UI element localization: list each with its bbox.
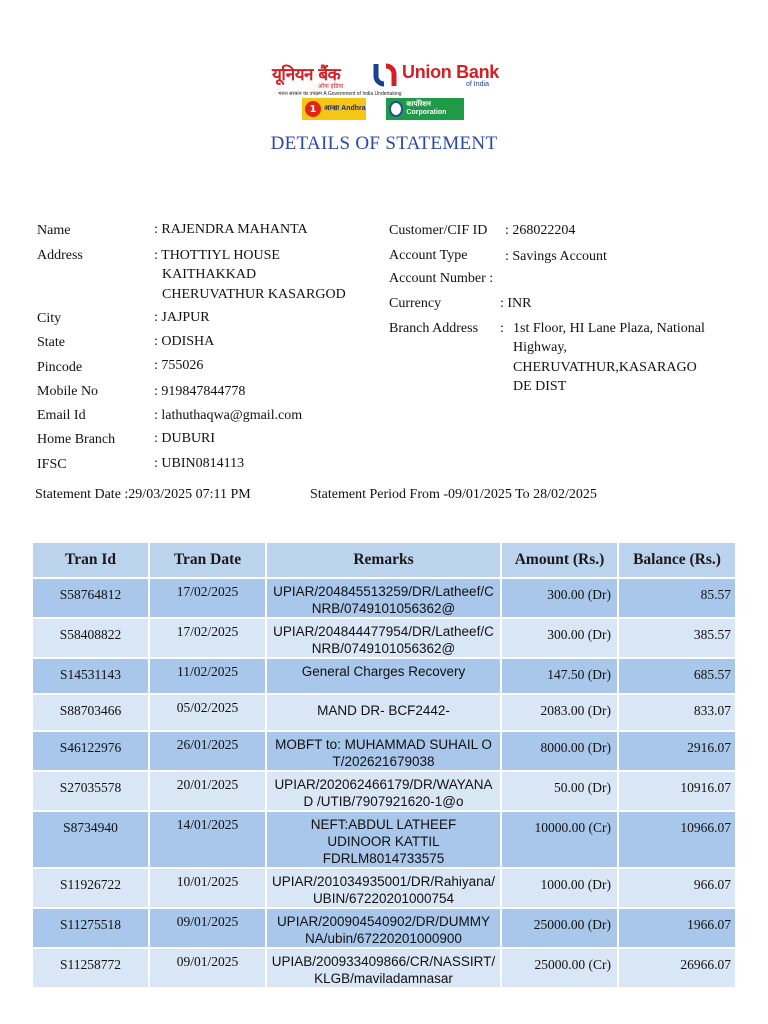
account-type-value: : Savings Account [505,249,607,264]
statement-date: Statement Date :29/03/2025 07:11 PM [35,487,251,502]
tran-remarks: UPIAR/204844477954/DR/Latheef/CNRB/0749101056362@ [266,618,501,658]
tran-remarks: UPIAR/204845513259/DR/Latheef/CNRB/0749101056362@ [266,578,501,618]
table-row [33,908,736,948]
email-label: Email Id [37,408,86,423]
tran-amount: 25000.00 (Cr) [501,948,618,988]
tran-remarks: UPIAR/202062466179/DR/WAYANAD /UTIB/7907921620-1@o [266,771,501,811]
tran-amount: 2083.00 (Dr) [501,694,618,731]
branch-address-line-2: Highway, [513,340,567,355]
tran-balance: 385.57 [618,618,736,658]
state-label: State [37,335,65,350]
tran-id: S58408822 [33,618,149,658]
transactions-table [33,543,737,989]
address-line-2: KAITHAKKAD [162,267,257,282]
name-label: Name [37,223,71,238]
tran-amount: 1000.00 (Dr) [501,868,618,908]
tran-remarks: UPIAR/201034935001/DR/Rahiyana/UBIN/67220201000754 [266,868,501,908]
corporation-logo-text: कार्पोरेशन Corporation [406,101,447,116]
tran-id: S27035578 [33,771,149,811]
address-label: Address [37,248,83,263]
table-row [33,948,736,988]
tran-balance: 833.07 [618,694,736,731]
bank-name: Union Bank [402,62,500,82]
tran-date: 05/02/2025 [149,694,266,731]
bank-logo [270,58,510,128]
tran-date: 17/02/2025 [149,618,266,658]
col-header-tran-id: Tran Id [33,543,149,578]
address-line-1: : THOTTIYL HOUSE [154,248,280,263]
tran-remarks: MOBFT to: MUHAMMAD SUHAIL O T/202621679038 [266,731,501,771]
table-row [33,811,736,868]
tran-balance: 685.57 [618,658,736,694]
tran-balance: 2916.07 [618,731,736,771]
tran-id: S46122976 [33,731,149,771]
andhra-logo-text: आन्ध्रा Andhra [324,105,366,112]
email-value: : lathuthaqwa@gmail.com [154,408,303,423]
branch-address-line-4: DE DIST [513,379,567,394]
tran-remarks: General Charges Recovery [266,658,501,694]
name-value: : RAJENDRA MAHANTA [154,222,308,237]
tran-balance: 26966.07 [618,948,736,988]
tran-amount: 300.00 (Dr) [501,618,618,658]
city-value: : JAJPUR [154,310,210,325]
page-title: DETAILS OF STATEMENT [270,133,498,154]
table-row [33,731,736,771]
tran-id: S8734940 [33,811,149,868]
tran-balance: 10916.07 [618,771,736,811]
statement-period: Statement Period From -09/01/2025 To 28/02/2025 [310,487,597,502]
bank-tagline: भारत सरकार का उपक्रम A Government of India Undertaking [278,91,402,97]
cif-label: Customer/CIF ID [389,223,488,238]
col-header-balance: Balance (Rs.) [618,543,736,578]
tran-remarks: MAND DR- BCF2442- [266,694,501,731]
tran-date: 10/01/2025 [149,868,266,908]
table-header-row [33,543,736,578]
tran-id: S14531143 [33,658,149,694]
account-type-label: Account Type [389,248,468,263]
tran-amount: 10000.00 (Cr) [501,811,618,868]
tran-amount: 147.50 (Dr) [501,658,618,694]
home-branch-label: Home Branch [37,432,116,447]
col-header-remarks: Remarks [266,543,501,578]
tran-date: 09/01/2025 [149,948,266,988]
tran-amount: 8000.00 (Dr) [501,731,618,771]
pincode-label: Pincode [37,360,83,375]
mobile-label: Mobile No [37,384,99,399]
tran-id: S58764812 [33,578,149,618]
bank-name-hindi: यूनियन बैंक [272,65,341,85]
mobile-value: : 919847844778 [154,384,246,399]
andhra-bank-logo [302,98,366,120]
pincode-value: : 755026 [154,358,204,373]
tran-remarks: UPIAR/200904540902/DR/DUMMY NA/ubin/67220201000900 [266,908,501,948]
union-bank-emblem-icon [370,61,400,89]
table-row [33,658,736,694]
tran-date: 09/01/2025 [149,908,266,948]
tran-balance: 85.57 [618,578,736,618]
tran-date: 17/02/2025 [149,578,266,618]
col-header-amount: Amount (Rs.) [501,543,618,578]
tran-amount: 25000.00 (Dr) [501,908,618,948]
tran-id: S11275518 [33,908,149,948]
branch-address-label: Branch Address [389,321,479,336]
cif-value: : 268022204 [505,223,576,238]
tran-id: S11926722 [33,868,149,908]
ifsc-label: IFSC [37,457,67,472]
table-row [33,618,736,658]
table-row [33,578,736,618]
corporation-emblem-icon [389,101,403,117]
tran-remarks: NEFT:ABDUL LATHEEF UDINOOR KATTIL FDRLM8014733575 [266,811,501,868]
col-header-tran-date: Tran Date [149,543,266,578]
tran-remarks: UPIAB/200933409866/CR/NASSIRT/KLGB/maviladamnasar [266,948,501,988]
tran-balance: 966.07 [618,868,736,908]
address-line-3: CHERUVATHUR KASARGOD [162,287,346,302]
city-label: City [37,311,62,326]
account-number-label: Account Number : [389,271,494,286]
corporation-bank-logo [386,98,464,120]
home-branch-value: : DUBURI [154,431,216,446]
table-row [33,694,736,731]
currency-value: : INR [500,296,532,311]
branch-address-colon: : [500,321,504,336]
bank-name-hindi-sub: ऑफ इंडिया [318,83,344,90]
tran-balance: 10966.07 [618,811,736,868]
tran-balance: 1966.07 [618,908,736,948]
state-value: : ODISHA [154,334,215,349]
branch-address-line-3: CHERUVATHUR,KASARAGO [513,360,697,375]
tran-date: 26/01/2025 [149,731,266,771]
tran-date: 14/01/2025 [149,811,266,868]
table-row [33,771,736,811]
bank-name-sub: of India [466,81,489,88]
tran-id: S11258772 [33,948,149,988]
andhra-emblem-icon: 1 [305,101,321,117]
tran-date: 11/02/2025 [149,658,266,694]
tran-amount: 50.00 (Dr) [501,771,618,811]
tran-amount: 300.00 (Dr) [501,578,618,618]
ifsc-value: : UBIN0814113 [154,456,245,471]
table-row [33,868,736,908]
currency-label: Currency [389,296,442,311]
tran-date: 20/01/2025 [149,771,266,811]
branch-address-line-1: 1st Floor, HI Lane Plaza, National [513,321,705,336]
tran-id: S88703466 [33,694,149,731]
